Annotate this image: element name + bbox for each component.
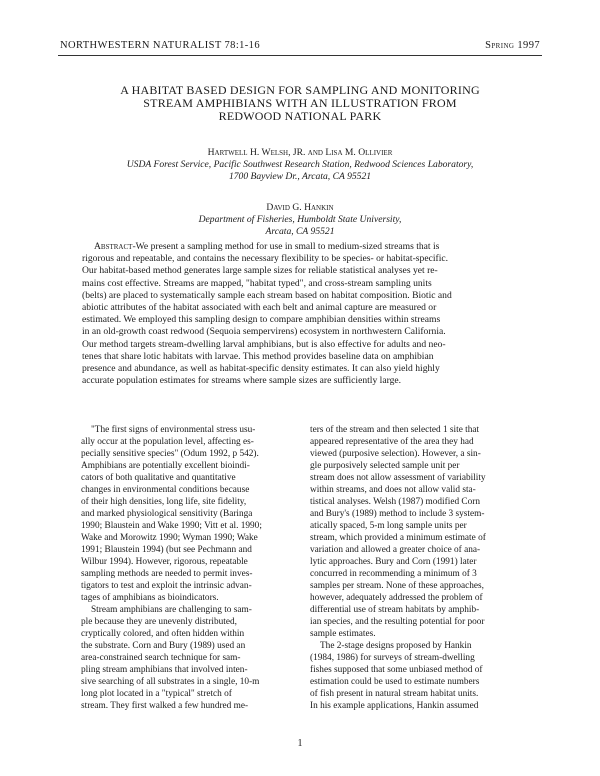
body-line: 1990; Blaustein and Wake 1990; Vitt et al. 1990; <box>81 521 262 531</box>
body-line: of their high densities, long life, site fidelity, <box>81 497 247 507</box>
body-line: Wake and Morowitz 1990; Wyman 1990; Wake <box>81 533 258 543</box>
body-line: 1991; Blaustein 1994) (but see Pechmann and <box>81 545 252 555</box>
abstract-line: rigorous and repeatable, and contains the necessary flexibility to be species- or habitat-specific. <box>82 253 449 265</box>
body-line: differential use of stream habitats by amphib- <box>310 605 480 615</box>
body-line: the substrate. Corn and Bury (1989) used an <box>81 641 246 651</box>
body-line: The 2-stage designs proposed by Hankin <box>320 641 472 651</box>
affiliation-secondary-line2: Arcata, CA 95521 <box>265 226 335 237</box>
abstract-line: accurate population estimates for streams where sample sizes are sufficiently large. <box>82 375 402 387</box>
body-line: pling stream amphibians that involved inten- <box>81 665 248 675</box>
title-line: STREAM AMPHIBIANS WITH AN ILLUSTRATION FROM <box>143 96 457 110</box>
body-line: atically spaced, 5-m long sample units per <box>310 521 467 531</box>
abstract-line: estimated. We employed this sampling design to compare amphibian densities within streams <box>82 314 441 326</box>
body-line: stream does not allow assessment of variability <box>310 473 486 483</box>
body-line: appeared representative of the area they had <box>310 437 474 447</box>
abstract-line: Our habitat-based method generates large sample sizes for reliable statistical analyses yet re- <box>82 265 438 277</box>
body-line: ian species, and the resulting potential for poor <box>310 617 485 627</box>
abstract-line: (belts) are placed to systematically sample each stream based on habitat composition. Biotic and <box>82 289 452 301</box>
body-line: Amphibians are potentially excellent bioindi- <box>81 461 250 471</box>
abstract-line: presence and abundance, as well as habitat-specific density estimates. It can also yield highly <box>82 363 440 375</box>
body-line: fishes supposed that some unbiased method of <box>310 665 483 675</box>
body-line: area-constrained search technique for sam- <box>81 653 241 663</box>
body-column-left <box>81 424 300 712</box>
body-line: of fish present in natural stream habitat units. <box>310 689 479 699</box>
body-line: stream, which provided a minimum estimate of <box>310 533 486 543</box>
abstract-line: -We present a sampling method for use in small to medium-sized streams that is <box>132 241 440 252</box>
body-line: sampling methods are needed to permit inves- <box>81 569 253 579</box>
affiliation-primary-line1: USDA Forest Service, Pacific Southwest Research Station, Redwood Sciences Laboratory, <box>126 159 474 170</box>
abstract-line: in an old-growth coast redwood (Sequoia sempervirens) ecosystem in northwestern California. <box>82 326 446 338</box>
body-line: gle purposively selected sample unit per <box>310 461 460 471</box>
body-line: sive searching of all substrates in a single, 10-m <box>81 677 260 687</box>
body-line: tages of amphibians as bioindicators. <box>81 593 219 603</box>
abstract-line: abiotic attributes of the habitat associated with each belt and animal capture are measured or <box>82 302 437 314</box>
body-line: "The first signs of environmental stress usu- <box>91 425 256 435</box>
body-line: (1984, 1986) for surveys of stream-dwelling <box>310 653 475 663</box>
body-line: cators of both qualitative and quantitative <box>81 473 236 483</box>
header-rule <box>58 55 542 56</box>
body-line: ple because they are unevenly distributed, <box>81 617 237 627</box>
body-line: within streams, and does not allow valid sta- <box>310 485 476 495</box>
authors-secondary: David G. Hankin <box>266 202 334 213</box>
body-line: cryptically colored, and often hidden within <box>81 629 245 639</box>
body-line: pecially sensitive species" (Odum 1992, p 542). <box>81 449 259 459</box>
body-line: and Bury's (1989) method to include 3 system- <box>310 509 485 519</box>
body-line: In his example applications, Hankin assumed <box>310 701 479 711</box>
body-line: variation and allowed a greater choice of ana- <box>310 545 481 555</box>
body-line: samples per stream. None of these approaches, <box>310 581 484 591</box>
authors-primary: Hartwell H. Welsh, JR. and Lisa M. Ollivier <box>207 147 393 158</box>
body-line: tistical analyses. Welsh (1987) modified Corn <box>310 497 481 507</box>
body-line: however, adequately addressed the problem of <box>310 593 483 603</box>
body-line: lytic approaches. Bury and Corn (1991) later <box>310 557 477 567</box>
body-line: viewed (purposive selection). However, a sin- <box>310 449 481 459</box>
abstract <box>82 241 520 387</box>
abstract-label: Abstract <box>94 241 133 252</box>
body-line: ally occur at the population level, affecting es- <box>81 437 254 447</box>
abstract-line: tenes that share lotic habitats with larvae. This method provides baseline data on amphibian <box>82 350 434 362</box>
body-line: concurred in recommending a minimum of 3 <box>310 569 477 579</box>
page-number: 1 <box>297 738 303 749</box>
title-line: REDWOOD NATIONAL PARK <box>218 109 382 123</box>
title-line: A HABITAT BASED DESIGN FOR SAMPLING AND MONITORING <box>120 83 480 97</box>
body-line: stream. They first walked a few hundred me- <box>81 701 249 711</box>
body-line: estimation could be used to estimate numbers <box>310 677 480 687</box>
body-line: changes in environmental conditions because <box>81 485 250 495</box>
body-line: and marked physiological sensitivity (Baringa <box>81 509 253 519</box>
body-line: long plot located in a "typical" stretch of <box>81 689 232 699</box>
body-column-right <box>310 424 526 712</box>
running-head-issue: Spring 1997 <box>485 40 540 51</box>
abstract-line: mains cost effective. Streams are mapped, "habitat typed", and cross-stream sampling units <box>82 277 432 289</box>
affiliation-primary-line2: 1700 Bayview Dr., Arcata, CA 95521 <box>228 171 372 182</box>
body-line: Wilbur 1994). However, rigorous, repeatable <box>81 557 248 567</box>
body-line: Stream amphibians are challenging to sam- <box>91 605 252 615</box>
running-head-journal: NORTHWESTERN NATURALIST 78:1-16 <box>60 40 260 51</box>
abstract-line: Our method targets stream-dwelling larval amphibians, but is also effective for adults and neo- <box>82 338 446 350</box>
body-line: tigators to test and exploit the intrinsic advan- <box>81 581 252 591</box>
body-line: sample estimates. <box>310 629 376 639</box>
article-title <box>70 84 530 123</box>
body-line: ters of the stream and then selected 1 site that <box>310 425 480 435</box>
affiliation-secondary-line1: Department of Fisheries, Humboldt State University, <box>198 214 402 225</box>
